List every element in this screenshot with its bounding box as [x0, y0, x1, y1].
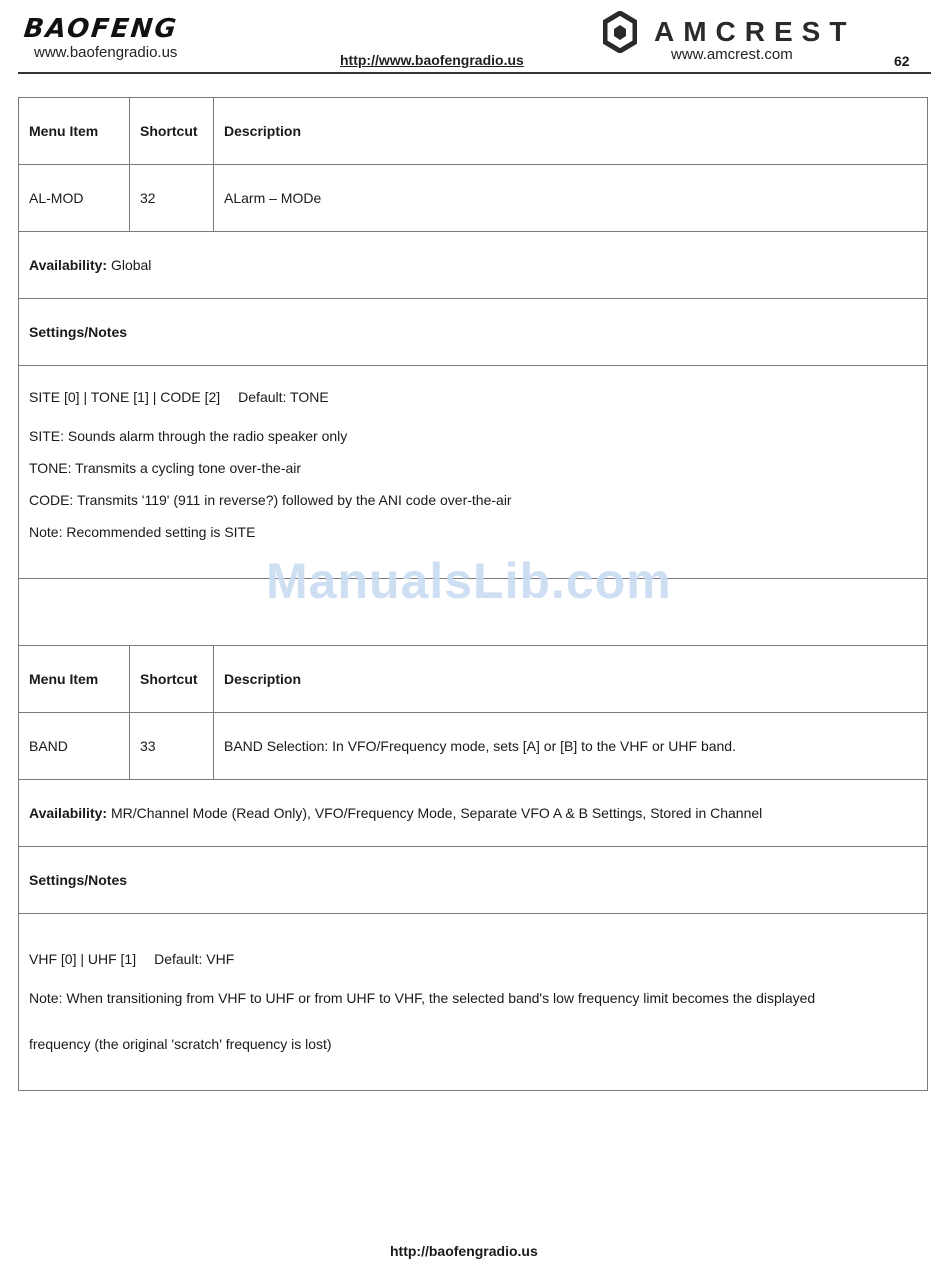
- settings-notes-label: Settings/Notes: [19, 299, 928, 366]
- settings-notes-cell: [19, 914, 928, 1091]
- note-line: SITE: Sounds alarm through the radio speaker only: [29, 428, 348, 444]
- menu-item-header: Menu Item: [19, 98, 130, 165]
- settings-header-row: [19, 847, 928, 914]
- options-text: VHF [0] | UHF [1]: [29, 951, 137, 967]
- shortcut-cell: 32: [130, 165, 214, 232]
- watermark: ManualsLib.com: [266, 553, 672, 609]
- description-header: Description: [214, 98, 928, 165]
- availability-label: Availability:: [29, 805, 108, 821]
- baofeng-url: www.baofengradio.us: [34, 44, 178, 61]
- availability-value: Global: [110, 257, 152, 273]
- footer-link[interactable]: http://baofengradio.us: [390, 1243, 538, 1259]
- availability-row: [19, 780, 928, 847]
- description-cell: ALarm – MODe: [214, 165, 928, 232]
- note-line: Note: Recommended setting is SITE: [29, 524, 256, 540]
- page-header: [0, 0, 950, 80]
- description-cell: BAND Selection: In VFO/Frequency mode, sets [A] or [B] to the VHF or UHF band.: [214, 713, 928, 780]
- settings-notes-row: [19, 914, 928, 1091]
- baofeng-logo: BAOFENG: [22, 14, 180, 44]
- options-text: SITE [0] | TONE [1] | CODE [2]: [29, 389, 221, 405]
- table-row: [19, 713, 928, 780]
- header-link[interactable]: http://www.baofengradio.us: [340, 52, 524, 68]
- shortcut-header: Shortcut: [130, 98, 214, 165]
- amcrest-hexagon-icon: [603, 11, 637, 53]
- description-header: Description: [214, 646, 928, 713]
- table-row: [19, 165, 928, 232]
- note-line: TONE: Transmits a cycling tone over-the-air: [29, 460, 302, 476]
- column-header-row: [19, 98, 928, 165]
- amcrest-url: www.amcrest.com: [671, 46, 793, 63]
- note-line: Note: When transitioning from VHF to UHF or from UHF to VHF, the selected band's low frequency limit becomes the displayed: [29, 990, 816, 1006]
- availability-label: Availability:: [29, 257, 108, 273]
- header-divider: [18, 72, 931, 74]
- amcrest-logo: AMCREST: [654, 16, 856, 47]
- page-number: 62: [894, 53, 910, 69]
- settings-notes-label: Settings/Notes: [19, 847, 928, 914]
- settings-notes-cell: [19, 366, 928, 579]
- availability-row: [19, 232, 928, 299]
- column-header-row: [19, 646, 928, 713]
- menu-item-header: Menu Item: [19, 646, 130, 713]
- settings-header-row: [19, 299, 928, 366]
- shortcut-header: Shortcut: [130, 646, 214, 713]
- note-line: CODE: Transmits '119' (911 in reverse?) followed by the ANI code over-the-air: [29, 492, 512, 508]
- availability-cell: [19, 232, 928, 299]
- shortcut-cell: 33: [130, 713, 214, 780]
- availability-value: MR/Channel Mode (Read Only), VFO/Frequency Mode, Separate VFO A & B Settings, Stored in Channel: [110, 805, 763, 821]
- default-text: Default: TONE: [238, 389, 329, 405]
- menu-item-cell: BAND: [19, 713, 130, 780]
- settings-notes-row: [19, 366, 928, 579]
- default-text: Default: VHF: [154, 951, 235, 967]
- availability-cell: [19, 780, 928, 847]
- note-line: frequency (the original 'scratch' frequency is lost): [29, 1036, 332, 1052]
- menu-item-cell: AL-MOD: [19, 165, 130, 232]
